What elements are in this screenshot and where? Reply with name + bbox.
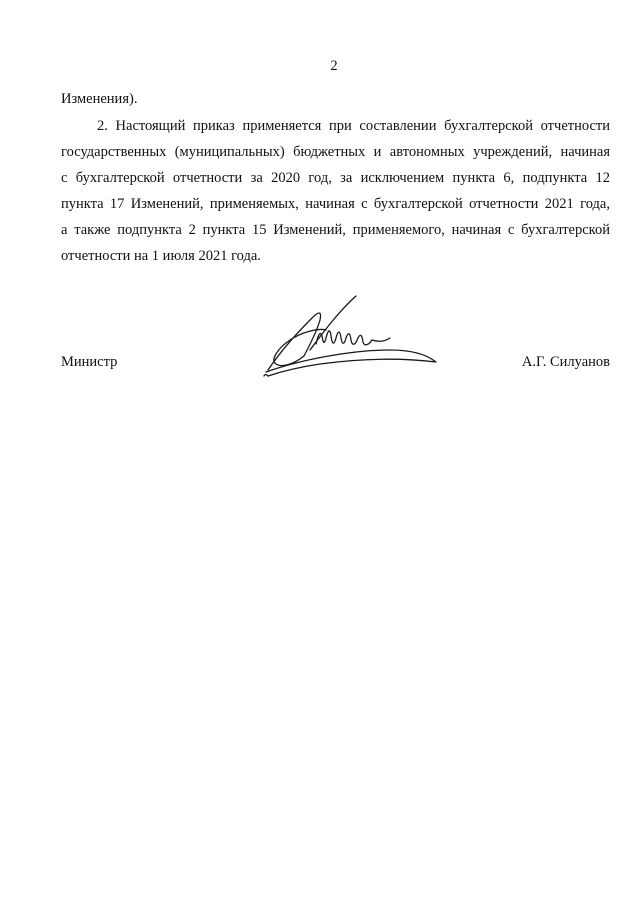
paragraph-2	[61, 116, 610, 272]
page-number: 2	[330, 58, 338, 74]
paragraph-line: государственных (муниципальных) бюджетных и автономных учреждений, начиная	[61, 144, 610, 160]
position-title: Министр	[61, 354, 118, 370]
signer-name: А.Г. Силуанов	[521, 354, 610, 370]
paragraph-line: отчетности на 1 июля 2021 года.	[61, 248, 261, 264]
paragraph-line: а также подпункта 2 пункта 15 Изменений, применяемого, начиная с бухгалтерской	[61, 222, 610, 238]
handwritten-signature	[260, 290, 445, 380]
paragraph-line: пункта 17 Изменений, применяемых, начиная с бухгалтерской отчетности 2021 года,	[61, 196, 610, 212]
continuation-text: Изменения).	[61, 91, 138, 107]
paragraph-line: 2. Настоящий приказ применяется при составлении бухгалтерской отчетности	[97, 118, 610, 134]
paragraph-line: с бухгалтерской отчетности за 2020 год, за исключением пункта 6, подпункта 12	[61, 170, 610, 186]
